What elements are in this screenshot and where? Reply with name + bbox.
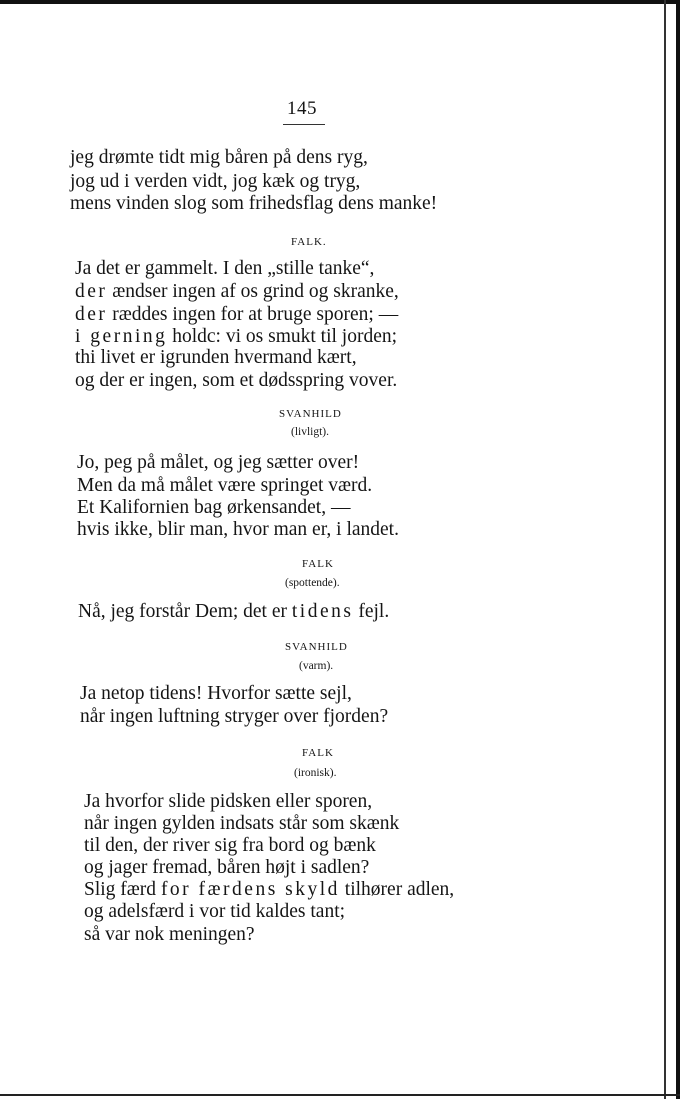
verse-line: og adelsfærd i vor tid kaldes tant; <box>84 901 346 922</box>
verse-line: og der er ingen, som et dødsspring vover. <box>75 370 398 391</box>
speaker-name: FALK <box>302 747 334 759</box>
verse-line: Ja det er gammelt. I den „stille tanke“, <box>75 258 375 279</box>
verse-line: når ingen gylden indsats står som skænk <box>84 813 400 834</box>
stage-direction: (ironisk). <box>294 767 337 779</box>
scan-border-right <box>676 0 680 1099</box>
verse-line <box>75 326 397 348</box>
stage-direction: (spottende). <box>285 577 340 589</box>
verse-line: Ja hvorfor slide pidsken eller sporen, <box>84 791 373 812</box>
verse-line: mens vinden slog som frihedsflag dens manke! <box>70 193 438 214</box>
speaker-name: FALK <box>302 558 334 570</box>
verse-line: hvis ikke, blir man, hvor man er, i landet. <box>77 519 399 540</box>
verse-line: Jo, peg på målet, og jeg sætter over! <box>77 452 360 473</box>
spaced-emphasis: der <box>75 281 108 302</box>
verse-line: når ingen luftning stryger over fjorden? <box>80 706 389 727</box>
spaced-emphasis: i gerning <box>75 326 168 347</box>
verse-text: ræddes ingen for at bruge sporen; — <box>107 304 399 325</box>
verse-text: Slig færd <box>84 879 161 900</box>
page-number: 145 <box>287 98 317 119</box>
spaced-emphasis: der <box>75 304 108 325</box>
verse-line <box>75 281 399 303</box>
verse-line: så var nok meningen? <box>84 924 255 945</box>
stage-direction: (livligt). <box>291 426 330 438</box>
scan-border-right-inner <box>664 0 666 1099</box>
scan-border-top <box>0 0 680 4</box>
verse-line <box>84 879 454 901</box>
verse-line <box>75 304 398 326</box>
speaker-name: SVANHILD <box>285 641 348 653</box>
verse-text: tilhører adlen, <box>339 879 455 900</box>
stage-direction: (varm). <box>299 660 334 672</box>
verse-line: Ja netop tidens! Hvorfor sætte sejl, <box>80 683 352 704</box>
verse-text: holdc: vi os smukt til jorden; <box>167 326 398 347</box>
verse-line: jog ud i verden vidt, jog kæk og tryg, <box>70 171 361 192</box>
verse-line: thi livet er igrunden hvermand kært, <box>75 347 357 368</box>
verse-text: fejl. <box>353 601 390 622</box>
verse-line: Et Kalifornien bag ørkensandet, — <box>77 497 351 518</box>
verse-line: Men da må målet være springet værd. <box>77 475 373 496</box>
verse-line: jeg drømte tidt mig båren på dens ryg, <box>70 147 368 168</box>
verse-line: og jager fremad, båren højt i sadlen? <box>84 857 370 878</box>
speaker-name: FALK. <box>291 236 327 248</box>
page-number-rule <box>283 124 325 125</box>
scan-border-bottom <box>0 1094 680 1096</box>
verse-text: ændser ingen af os grind og skranke, <box>107 281 399 302</box>
spaced-emphasis: for færdens skyld <box>160 879 340 900</box>
verse-text: Nå, jeg forstår Dem; det er <box>78 601 292 622</box>
speaker-name: SVANHILD <box>279 408 342 420</box>
verse-line <box>78 601 389 623</box>
spaced-emphasis: tidens <box>291 601 354 622</box>
verse-line: til den, der river sig fra bord og bænk <box>84 835 376 856</box>
